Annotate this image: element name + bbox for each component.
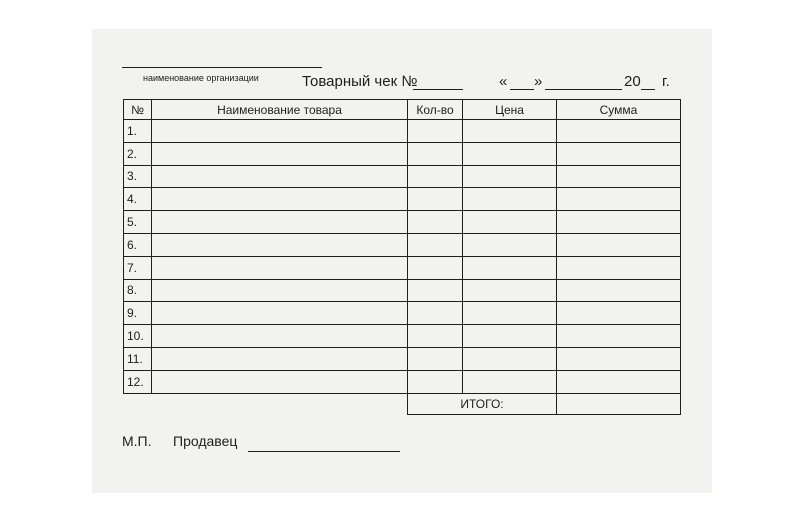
row-number-cell: 8. [124,279,152,302]
seller-label: Продавец [173,433,238,449]
product-name-cell[interactable] [152,279,408,302]
quantity-cell[interactable] [408,347,463,370]
price-cell[interactable] [463,233,557,256]
table-row [124,302,681,325]
date-year-suffix: г. [662,73,670,90]
price-cell[interactable] [463,370,557,393]
quantity-cell[interactable] [408,120,463,143]
price-cell[interactable] [463,188,557,211]
column-header-number: № [124,100,152,120]
product-name-cell[interactable] [152,188,408,211]
product-name-cell[interactable] [152,142,408,165]
total-sum-cell[interactable] [557,393,681,414]
date-year-field-line [641,89,655,90]
table-row [124,211,681,234]
organization-name-field-line [122,67,322,68]
product-name-cell[interactable] [152,165,408,188]
price-cell[interactable] [463,211,557,234]
date-day-field-line [510,89,534,90]
sum-cell[interactable] [557,347,681,370]
quantity-cell[interactable] [408,165,463,188]
price-cell[interactable] [463,256,557,279]
product-name-cell[interactable] [152,347,408,370]
row-number-cell: 11. [124,347,152,370]
row-number-cell: 3. [124,165,152,188]
price-cell[interactable] [463,142,557,165]
sum-cell[interactable] [557,302,681,325]
quantity-cell[interactable] [408,188,463,211]
price-cell[interactable] [463,325,557,348]
product-name-cell[interactable] [152,325,408,348]
price-cell[interactable] [463,120,557,143]
quantity-cell[interactable] [408,279,463,302]
table-header-row [124,100,681,120]
receipt-number-field-line [413,89,463,90]
row-number-cell: 2. [124,142,152,165]
table-body [124,120,681,394]
column-header-product-name: Наименование товара [152,100,408,120]
table-row [124,279,681,302]
quantity-cell[interactable] [408,370,463,393]
total-row [124,393,681,414]
organization-name-caption: наименование организации [143,73,259,83]
product-name-cell[interactable] [152,120,408,143]
row-number-cell: 1. [124,120,152,143]
table-row [124,142,681,165]
table-row [124,188,681,211]
table-row [124,165,681,188]
total-label: ИТОГО: [408,393,557,414]
row-number-cell: 10. [124,325,152,348]
sum-cell[interactable] [557,325,681,348]
table-row [124,256,681,279]
row-number-cell: 5. [124,211,152,234]
price-cell[interactable] [463,279,557,302]
stamp-place-label: М.П. [122,433,152,449]
quantity-cell[interactable] [408,302,463,325]
table-row [124,325,681,348]
total-row-spacer [124,393,408,414]
column-header-sum: Сумма [557,100,681,120]
product-name-cell[interactable] [152,211,408,234]
product-name-cell[interactable] [152,302,408,325]
date-quote-close: » [534,73,543,90]
date-month-field-line [545,89,622,90]
sum-cell[interactable] [557,256,681,279]
sum-cell[interactable] [557,233,681,256]
sum-cell[interactable] [557,142,681,165]
row-number-cell: 4. [124,188,152,211]
goods-table [123,99,681,415]
date-quote-open: « [499,73,508,90]
seller-signature-field-line [248,451,400,452]
sum-cell[interactable] [557,370,681,393]
quantity-cell[interactable] [408,211,463,234]
table-row [124,120,681,143]
quantity-cell[interactable] [408,142,463,165]
column-header-quantity: Кол-во [408,100,463,120]
price-cell[interactable] [463,165,557,188]
price-cell[interactable] [463,347,557,370]
table-row [124,347,681,370]
sum-cell[interactable] [557,120,681,143]
receipt-title: Товарный чек № [302,73,418,90]
row-number-cell: 12. [124,370,152,393]
sum-cell[interactable] [557,188,681,211]
product-name-cell[interactable] [152,256,408,279]
product-name-cell[interactable] [152,370,408,393]
table-row [124,370,681,393]
sum-cell[interactable] [557,211,681,234]
row-number-cell: 7. [124,256,152,279]
sum-cell[interactable] [557,165,681,188]
product-name-cell[interactable] [152,233,408,256]
quantity-cell[interactable] [408,256,463,279]
row-number-cell: 9. [124,302,152,325]
column-header-price: Цена [463,100,557,120]
date-year-prefix: 20 [624,73,641,90]
quantity-cell[interactable] [408,233,463,256]
sum-cell[interactable] [557,279,681,302]
price-cell[interactable] [463,302,557,325]
table-row [124,233,681,256]
row-number-cell: 6. [124,233,152,256]
quantity-cell[interactable] [408,325,463,348]
